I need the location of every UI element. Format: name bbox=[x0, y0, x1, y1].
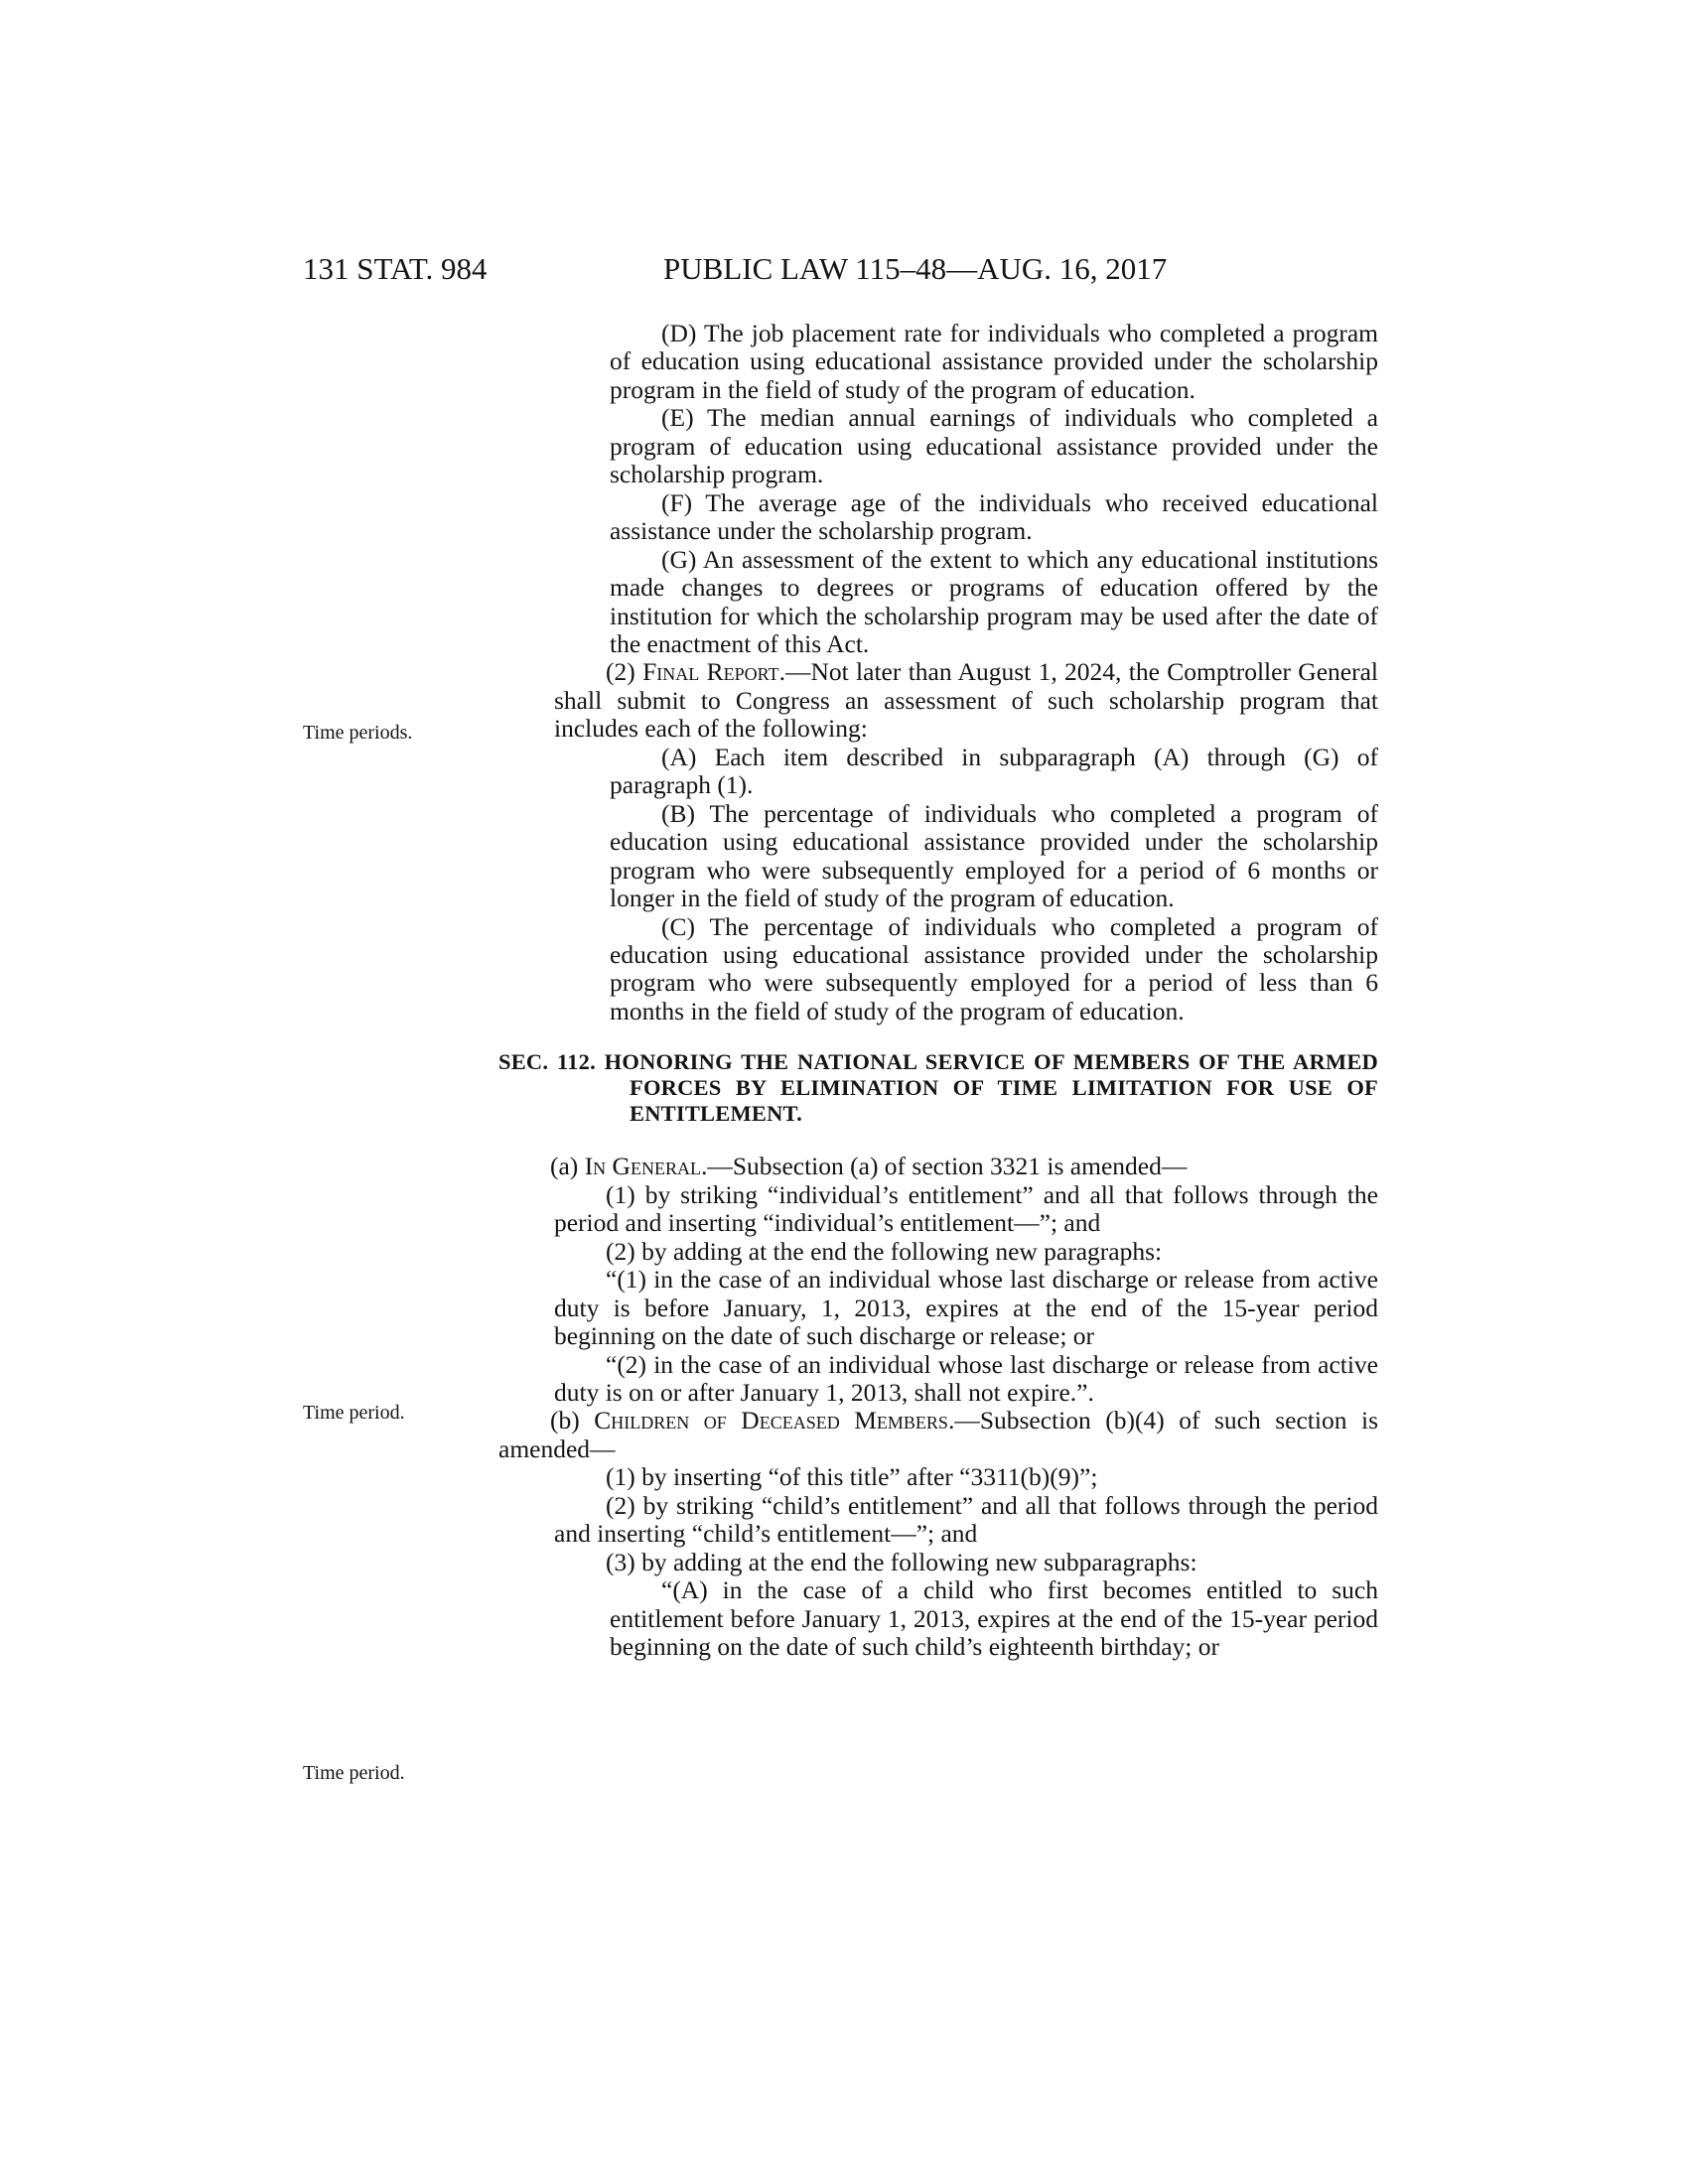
subsection-a bbox=[498, 1153, 1378, 1180]
subparagraph-g: (G) An assessment of the extent to which any educational institutions made changes to degrees or programs of education offered by the institution for which the scholarship program may be used after the date of the enactment of this Act. bbox=[610, 544, 1378, 658]
subparagraph-a: (A) Each item described in subparagraph (A) through (G) of paragraph (1). bbox=[610, 742, 1378, 800]
section-heading: SEC. 112. HONORING THE NATIONAL SERVICE OF MEMBERS OF THE ARMED FORCES BY ELIMINATION OF TIME LIMITATION FOR USE OF ENTITLEMENT. bbox=[498, 1049, 1378, 1127]
paragraph-heading: Final Report bbox=[642, 657, 779, 687]
margin-note: Time period. bbox=[303, 1402, 405, 1424]
quoted-paragraph-2: “(2) in the case of an individual whose last discharge or release from active duty is on or after January 1, 2013, shall not expire.”. bbox=[554, 1349, 1378, 1407]
subsection-text: .—Subsection (b)(4) of such section is amended— bbox=[498, 1406, 1378, 1463]
margin-note: Time period. bbox=[303, 1762, 405, 1784]
subsection-heading: In General bbox=[584, 1152, 701, 1181]
subparagraph-c: (C) The percentage of individuals who completed a program of education using educational assistance provided under the scholarship program who were subsequently employed for a period of less than 6 months in the field of study of the program of education. bbox=[610, 911, 1378, 1025]
subsection-number: (b) bbox=[550, 1406, 580, 1435]
paragraph-b3: (3) by adding at the end the following new subparagraphs: bbox=[606, 1547, 1197, 1576]
subparagraph-e: (E) The median annual earnings of individuals who completed a program of education using educational assistance provided under the scholarship program. bbox=[610, 403, 1378, 489]
running-header: PUBLIC LAW 115–48—AUG. 16, 2017 bbox=[663, 251, 1168, 286]
subparagraph-d: (D) The job placement rate for individuals who completed a program of education using educational assistance provided under the scholarship program in the field of study of the program of education. bbox=[610, 319, 1378, 404]
paragraph-b1: (1) by inserting “of this title” after “3311(b)(9)”; bbox=[606, 1462, 1098, 1492]
paragraph-text: .—Not later than August 1, 2024, the Comptroller General shall submit to Congress an assessment of such scholarship program that includes each of the following: bbox=[554, 657, 1379, 744]
paragraph-final-report bbox=[498, 658, 1378, 743]
quoted-paragraph-1: “(1) in the case of an individual whose last discharge or release from active duty is before January, 1, 2013, expires at the end of the 15-year period beginning on the date of such discharge or release; or bbox=[554, 1265, 1378, 1351]
subsection-number: (a) bbox=[550, 1152, 579, 1181]
paragraph-b2: (2) by striking “child’s entitlement” and all that follows through the period and inserting “child’s entitlement—”; and bbox=[554, 1490, 1378, 1549]
statute-page-number: 131 STAT. 984 bbox=[303, 251, 488, 286]
subsection-text: .—Subsection (a) of section 3321 is amended— bbox=[700, 1152, 1188, 1181]
quoted-subparagraph-a: “(A) in the case of a child who first becomes entitled to such entitlement before January 1, 2013, expires at the end of the 15-year period beginning on the date of such child’s eighteenth birthday; or bbox=[610, 1575, 1378, 1662]
subparagraph-b: (B) The percentage of individuals who completed a program of education using educational assistance provided under the scholarship program who were subsequently employed for a period of 6 months or longer in the field of study of the program of education. bbox=[610, 798, 1378, 913]
subparagraph-f: (F) The average age of the individuals who received educational assistance under the scholarship program. bbox=[610, 487, 1378, 546]
margin-note: Time periods. bbox=[303, 722, 413, 744]
paragraph-number: (2) bbox=[606, 657, 635, 687]
subsection-b bbox=[498, 1407, 1378, 1463]
paragraph-a1: (1) by striking “individual’s entitlement” and all that follows through the period and inserting “individual’s entitlement—”; and bbox=[554, 1179, 1378, 1238]
body-text bbox=[498, 320, 1378, 1661]
paragraph-a2: (2) by adding at the end the following new paragraphs: bbox=[606, 1236, 1163, 1266]
subsection-heading: Children of Deceased Members bbox=[594, 1406, 948, 1435]
